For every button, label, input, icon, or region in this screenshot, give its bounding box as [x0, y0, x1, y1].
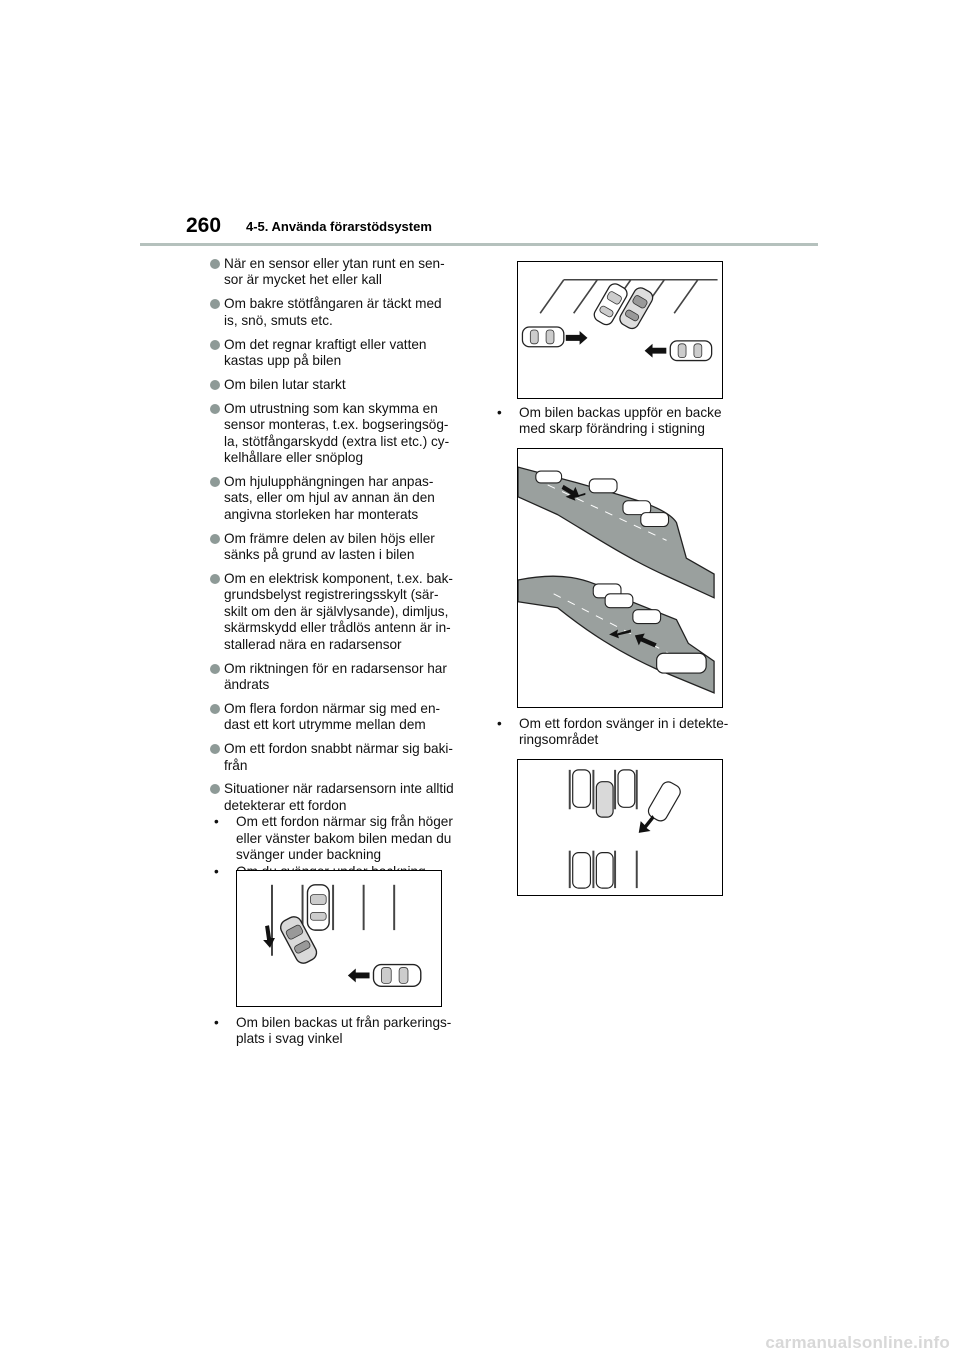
figure-angled-parking	[517, 261, 723, 399]
bullet-dot-icon	[210, 380, 220, 390]
list-item: Om utrustning som kan skymma en sensor monteras, t.ex. bogseringsög- la, stötfångarskydd (extra list etc.) cy- kelhållare eller snöplog	[210, 401, 472, 467]
sub-bullet-icon: •	[497, 716, 502, 731]
sub-bullet-icon: •	[214, 814, 219, 830]
list-item: Situationer när radarsensorn inte alltid detekterar ett fordon	[210, 781, 472, 814]
car-icon	[307, 885, 329, 930]
bullet-dot-icon	[210, 404, 220, 414]
bullet-dot-icon	[210, 299, 220, 309]
car-icon	[670, 341, 711, 361]
list-item: Om det regnar kraftigt eller vatten kastas upp på bilen	[210, 337, 472, 370]
sub-bullet-icon: •	[214, 863, 219, 879]
list-item: Om flera fordon närmar sig med en- dast ett kort utrymme mellan dem	[210, 701, 472, 734]
page-number: 260	[186, 214, 222, 237]
illustration-entering-detection	[518, 760, 722, 895]
sub-list-item: • Om ett fordon närmar sig från höger eller vänster bakom bilen medan du svänger under backning	[214, 814, 453, 863]
arrow-icon	[566, 331, 588, 345]
bullet-dot-icon	[210, 340, 220, 350]
arrow-icon	[348, 969, 370, 983]
left-column	[210, 256, 472, 880]
watermark: carmanualsonline.info	[765, 1333, 950, 1352]
car-icon	[522, 327, 563, 347]
figure-caption: • Om bilen backas ut från parkerings- plats i svag vinkel	[214, 1015, 452, 1047]
sub-bullet-icon: •	[214, 1015, 219, 1030]
car-icon	[373, 965, 420, 987]
figure-caption: • Om ett fordon svänger in i detekte- ringsområdet	[497, 716, 729, 748]
bullet-dot-icon	[210, 574, 220, 584]
bullet-dot-icon	[210, 534, 220, 544]
list-item: Om ett fordon snabbt närmar sig baki- från	[210, 741, 472, 774]
arrow-icon	[645, 344, 667, 358]
list-item: Om hjulupphängningen har anpas- sats, eller om hjul av annan än den angivna storleken har monterats	[210, 474, 472, 523]
figure-caption: • Om bilen backas uppför en backe med skarp förändring i stigning	[497, 405, 722, 437]
section-title: 4-5. Använda förarstödsystem	[246, 219, 432, 234]
illustration-angled-parking	[518, 262, 722, 398]
bullet-dot-icon	[210, 784, 220, 794]
figure-turning-reverse	[236, 870, 442, 1007]
figure-entering-detection	[517, 759, 723, 896]
list-item: Om främre delen av bilen höjs eller sänks på grund av lasten i bilen	[210, 531, 472, 564]
figure-slope	[517, 448, 723, 708]
arrow-icon	[639, 815, 655, 833]
car-icon	[573, 770, 635, 888]
bullet-dot-icon	[210, 664, 220, 674]
list-item: Om bakre stötfångaren är täckt med is, snö, smuts etc.	[210, 296, 472, 329]
list-item: När en sensor eller ytan runt en sen- sor är mycket het eller kall	[210, 256, 472, 289]
bullet-dot-icon	[210, 704, 220, 714]
bullet-dot-icon	[210, 744, 220, 754]
bullet-dot-icon	[210, 477, 220, 487]
list-item: Om bilen lutar starkt	[210, 377, 472, 393]
list-item: Om en elektrisk komponent, t.ex. bak- grundsbelyst registreringsskylt (sär- skilt om den är självlysande), dimljus, skärmskydd eller trådlös antenn är in- stallerad nära en radarsensor	[210, 571, 472, 653]
illustration-slope	[518, 449, 722, 707]
sub-bullet-icon: •	[497, 405, 502, 420]
list-item: Om riktningen för en radarsensor har ändrats	[210, 661, 472, 694]
header-rule	[140, 243, 818, 246]
illustration-turning-reverse	[237, 871, 441, 1006]
bullet-dot-icon	[210, 259, 220, 269]
arrow-icon	[263, 925, 275, 948]
